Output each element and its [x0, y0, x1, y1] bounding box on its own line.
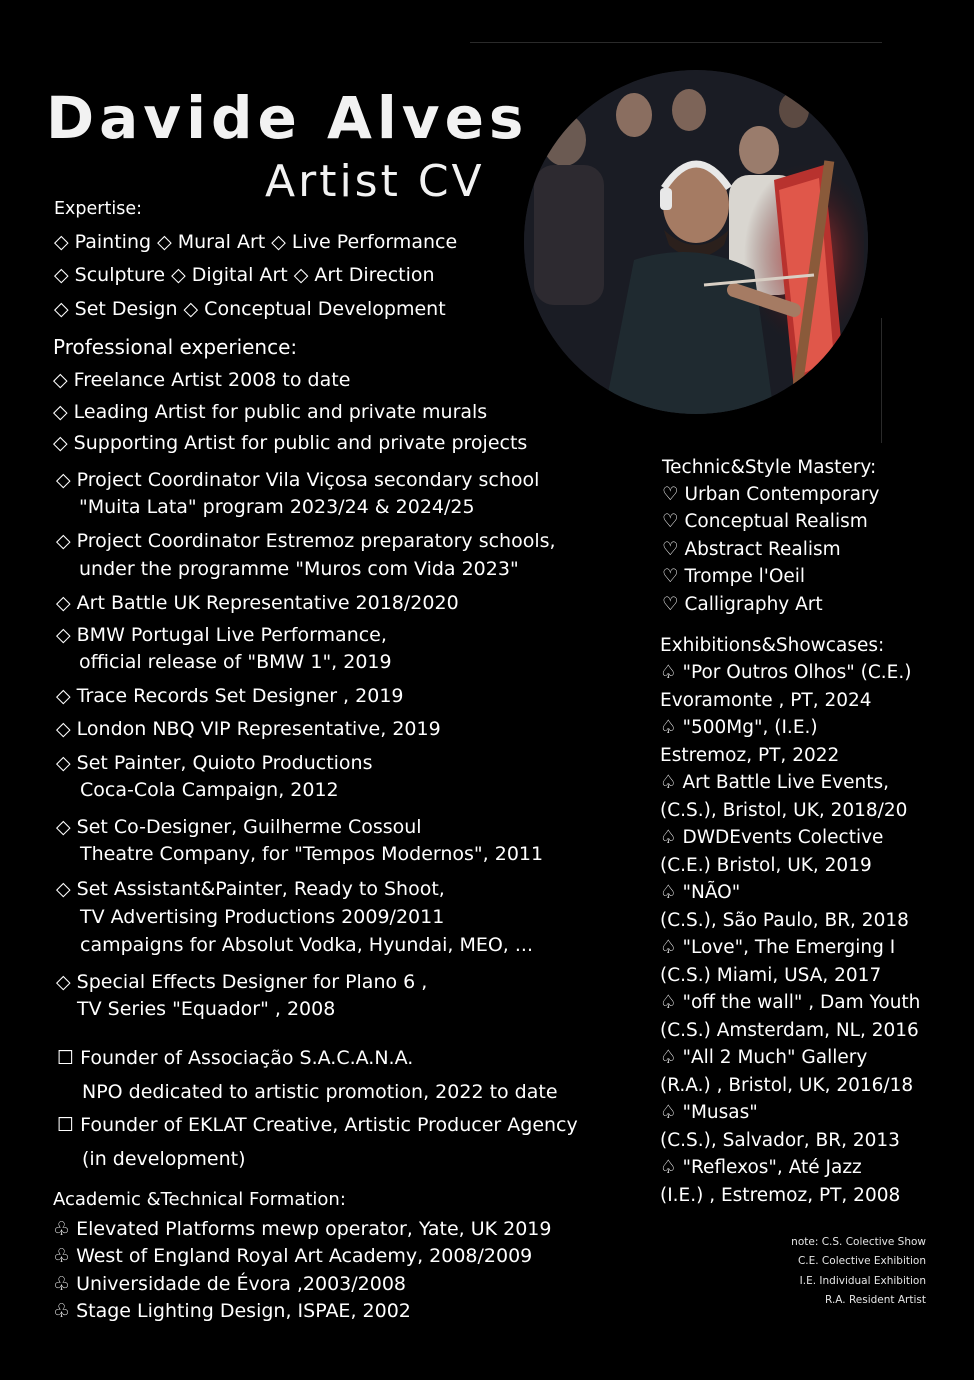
note-line: I.E. Individual Exhibition	[799, 1274, 926, 1287]
note-line: R.A. Resident Artist	[825, 1293, 926, 1306]
academic-item: ♧ West of England Royal Art Academy, 2008/2009	[53, 1245, 533, 1267]
exhibitions-heading: Exhibitions&Showcases:	[660, 635, 885, 656]
academic-item: ♧ Elevated Platforms mewp operator, Yate, UK 2019	[53, 1218, 552, 1240]
experience-item: ◇ Trace Records Set Designer , 2019	[56, 685, 404, 707]
exhibition-detail: (C.E.) Bristol, UK, 2019	[660, 855, 872, 876]
academic-item: ♧ Universidade de Évora ,2003/2008	[53, 1273, 407, 1295]
technic-item: ♡ Calligraphy Art	[662, 594, 823, 615]
experience-item: ◇ Set Painter, Quioto Productions	[56, 752, 373, 774]
exhibition-title: ♤ "NÃO"	[660, 882, 741, 903]
experience-item: ◇ Project Coordinator Estremoz preparatory schools,	[56, 530, 556, 552]
exhibition-detail: (C.S.) Miami, USA, 2017	[660, 965, 882, 986]
exhibition-detail: (R.A.) , Bristol, UK, 2016/18	[660, 1075, 914, 1096]
experience-item-cont: official release of "BMW 1", 2019	[79, 651, 392, 673]
experience-item-cont: campaigns for Absolut Vodka, Hyundai, MEO, ...	[80, 934, 534, 956]
founder-item: ☐ Founder of EKLAT Creative, Artistic Producer Agency	[57, 1114, 578, 1136]
experience-item: ◇ London NBQ VIP Representative, 2019	[56, 718, 441, 740]
exhibition-detail: (I.E.) , Estremoz, PT, 2008	[660, 1185, 901, 1206]
cv-title: Artist CV	[265, 156, 485, 207]
experience-item: ◇ Project Coordinator Vila Viçosa secondary school	[56, 469, 540, 491]
exhibition-detail: Estremoz, PT, 2022	[660, 745, 840, 766]
exhibition-title: ♤ Art Battle Live Events,	[660, 772, 889, 793]
experience-item: ◇ BMW Portugal Live Performance,	[56, 624, 387, 646]
technic-item: ♡ Conceptual Realism	[662, 511, 868, 532]
experience-item-cont: Coca-Cola Campaign, 2012	[80, 779, 339, 801]
photo-frame-top	[470, 42, 882, 43]
artist-painting-illustration	[524, 70, 868, 414]
expertise-line: ◇ Sculpture ◇ Digital Art ◇ Art Direction	[54, 264, 435, 286]
exhibition-title: ♤ "off the wall" , Dam Youth	[660, 992, 921, 1013]
exhibition-detail: (C.S.), São Paulo, BR, 2018	[660, 910, 909, 931]
artist-photo	[524, 70, 868, 414]
note-line: note: C.S. Colective Show	[791, 1236, 926, 1248]
exhibition-title: ♤ "Reflexos", Até Jazz	[660, 1157, 862, 1178]
experience-item: ◇ Special Effects Designer for Plano 6 ,	[56, 971, 428, 993]
expertise-line: ◇ Painting ◇ Mural Art ◇ Live Performance	[54, 231, 458, 253]
founder-item-cont: (in development)	[82, 1148, 246, 1170]
academic-item: ♧ Stage Lighting Design, ISPAE, 2002	[53, 1300, 411, 1322]
photo-frame-right	[881, 318, 882, 443]
exhibition-detail: (C.S.), Bristol, UK, 2018/20	[660, 800, 908, 821]
exhibition-title: ♤ "500Mg", (I.E.)	[660, 717, 818, 738]
experience-item: ◇ Set Co-Designer, Guilherme Cossoul	[56, 816, 422, 838]
technic-heading: Technic&Style Mastery:	[662, 457, 877, 478]
experience-item: ◇ Supporting Artist for public and private projects	[53, 432, 528, 454]
experience-item-cont: under the programme "Muros com Vida 2023"	[79, 558, 519, 580]
exhibition-title: ♤ "All 2 Much" Gallery	[660, 1047, 868, 1068]
exhibition-detail: (C.S.), Salvador, BR, 2013	[660, 1130, 900, 1151]
note-line: C.E. Colective Exhibition	[797, 1255, 926, 1268]
experience-item: ◇ Leading Artist for public and private murals	[53, 401, 488, 423]
experience-item-cont: TV Advertising Productions 2009/2011	[80, 906, 445, 928]
exhibition-title: ♤ "Por Outros Olhos" (C.E.)	[660, 662, 912, 683]
exhibition-title: ♤ "Musas"	[660, 1102, 758, 1123]
experience-heading: Professional experience:	[53, 335, 298, 359]
exhibition-detail: Evoramonte , PT, 2024	[660, 690, 872, 711]
artist-name: Davide Alves	[46, 84, 529, 152]
experience-item: ◇ Set Assistant&Painter, Ready to Shoot,	[56, 878, 445, 900]
founder-item-cont: NPO dedicated to artistic promotion, 2022 to date	[82, 1081, 558, 1103]
expertise-heading: Expertise:	[54, 199, 142, 219]
technic-item: ♡ Abstract Realism	[662, 539, 841, 560]
exhibition-title: ♤ DWDEvents Colective	[660, 827, 884, 848]
technic-item: ♡ Urban Contemporary	[662, 484, 880, 505]
exhibition-detail: (C.S.) Amsterdam, NL, 2016	[660, 1020, 919, 1041]
experience-item-cont: "Muita Lata" program 2023/24 & 2024/25	[79, 496, 475, 518]
experience-item: ◇ Art Battle UK Representative 2018/2020	[56, 592, 459, 614]
expertise-line: ◇ Set Design ◇ Conceptual Development	[54, 298, 446, 320]
exhibition-title: ♤ "Love", The Emerging I	[660, 937, 896, 958]
abbreviation-note	[791, 1233, 926, 1310]
technic-item: ♡ Trompe l'Oeil	[662, 566, 806, 587]
experience-item-cont: Theatre Company, for "Tempos Modernos", 2011	[80, 843, 544, 865]
experience-item-cont: TV Series "Equador" , 2008	[77, 998, 336, 1020]
founder-item: ☐ Founder of Associação S.A.C.A.N.A.	[57, 1047, 414, 1069]
academic-heading: Academic &Technical Formation:	[53, 1189, 346, 1210]
experience-item: ◇ Freelance Artist 2008 to date	[53, 369, 351, 391]
